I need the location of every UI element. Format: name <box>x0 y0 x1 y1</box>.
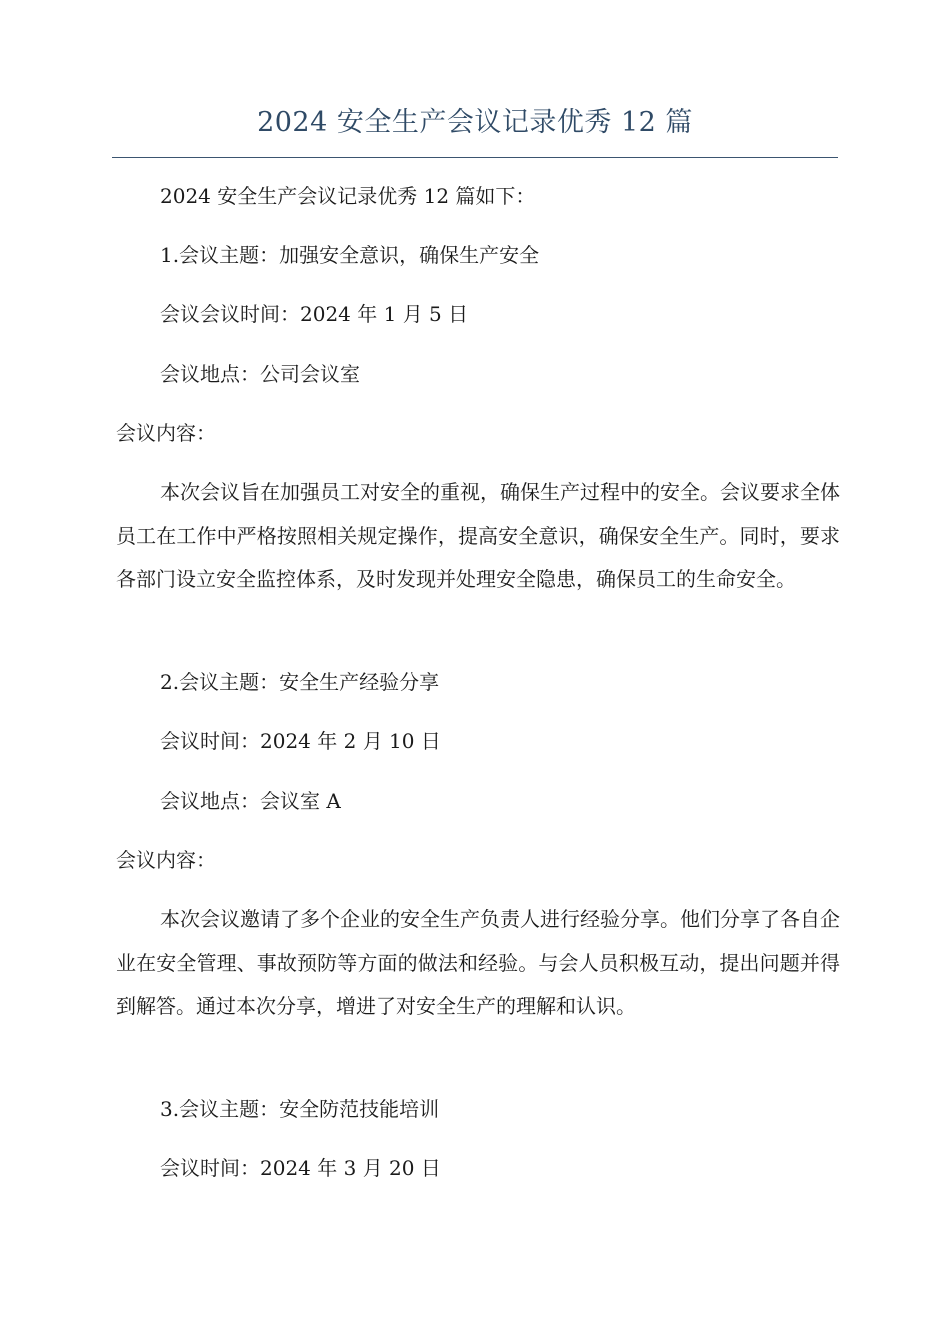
meeting-1-topic: 1.会议主题：加强安全意识，确保生产安全 <box>160 243 540 267</box>
meeting-2-time: 会议时间：2024 年 2 月 10 日 <box>160 729 441 753</box>
document-title: 2024 安全生产会议记录优秀 12 篇 <box>257 107 693 138</box>
meeting-2-content-label: 会议内容： <box>116 848 216 872</box>
meeting-1-time: 会议会议时间：2024 年 1 月 5 日 <box>160 302 469 326</box>
meeting-3-time: 会议时间：2024 年 3 月 20 日 <box>160 1156 441 1180</box>
meeting-1-place: 会议地点：公司会议室 <box>160 362 360 386</box>
meeting-2-topic: 2.会议主题：安全生产经验分享 <box>160 670 440 694</box>
meeting-3-topic: 3.会议主题：安全防范技能培训 <box>160 1097 440 1121</box>
meeting-2-place: 会议地点：会议室 A <box>160 789 341 813</box>
meeting-1-content-label: 会议内容： <box>116 421 216 445</box>
title-divider <box>112 157 838 158</box>
meeting-1-content: 本次会议旨在加强员工对安全的重视，确保生产过程中的安全。会议要求全体员工在工作中严格按照相关规定操作，提高安全意识，确保安全生产。同时，要求各部门设立安全监控体系，及时发现并处理安全隐患，确保员工的生命安全。 <box>116 480 840 591</box>
meeting-2-content: 本次会议邀请了多个企业的安全生产负责人进行经验分享。他们分享了各自企业在安全管理、事故预防等方面的做法和经验。与会人员积极互动，提出问题并得到解答。通过本次分享，增进了对安全生产的理解和认识。 <box>116 907 840 1018</box>
intro-line: 2024 安全生产会议记录优秀 12 篇如下： <box>160 184 536 208</box>
